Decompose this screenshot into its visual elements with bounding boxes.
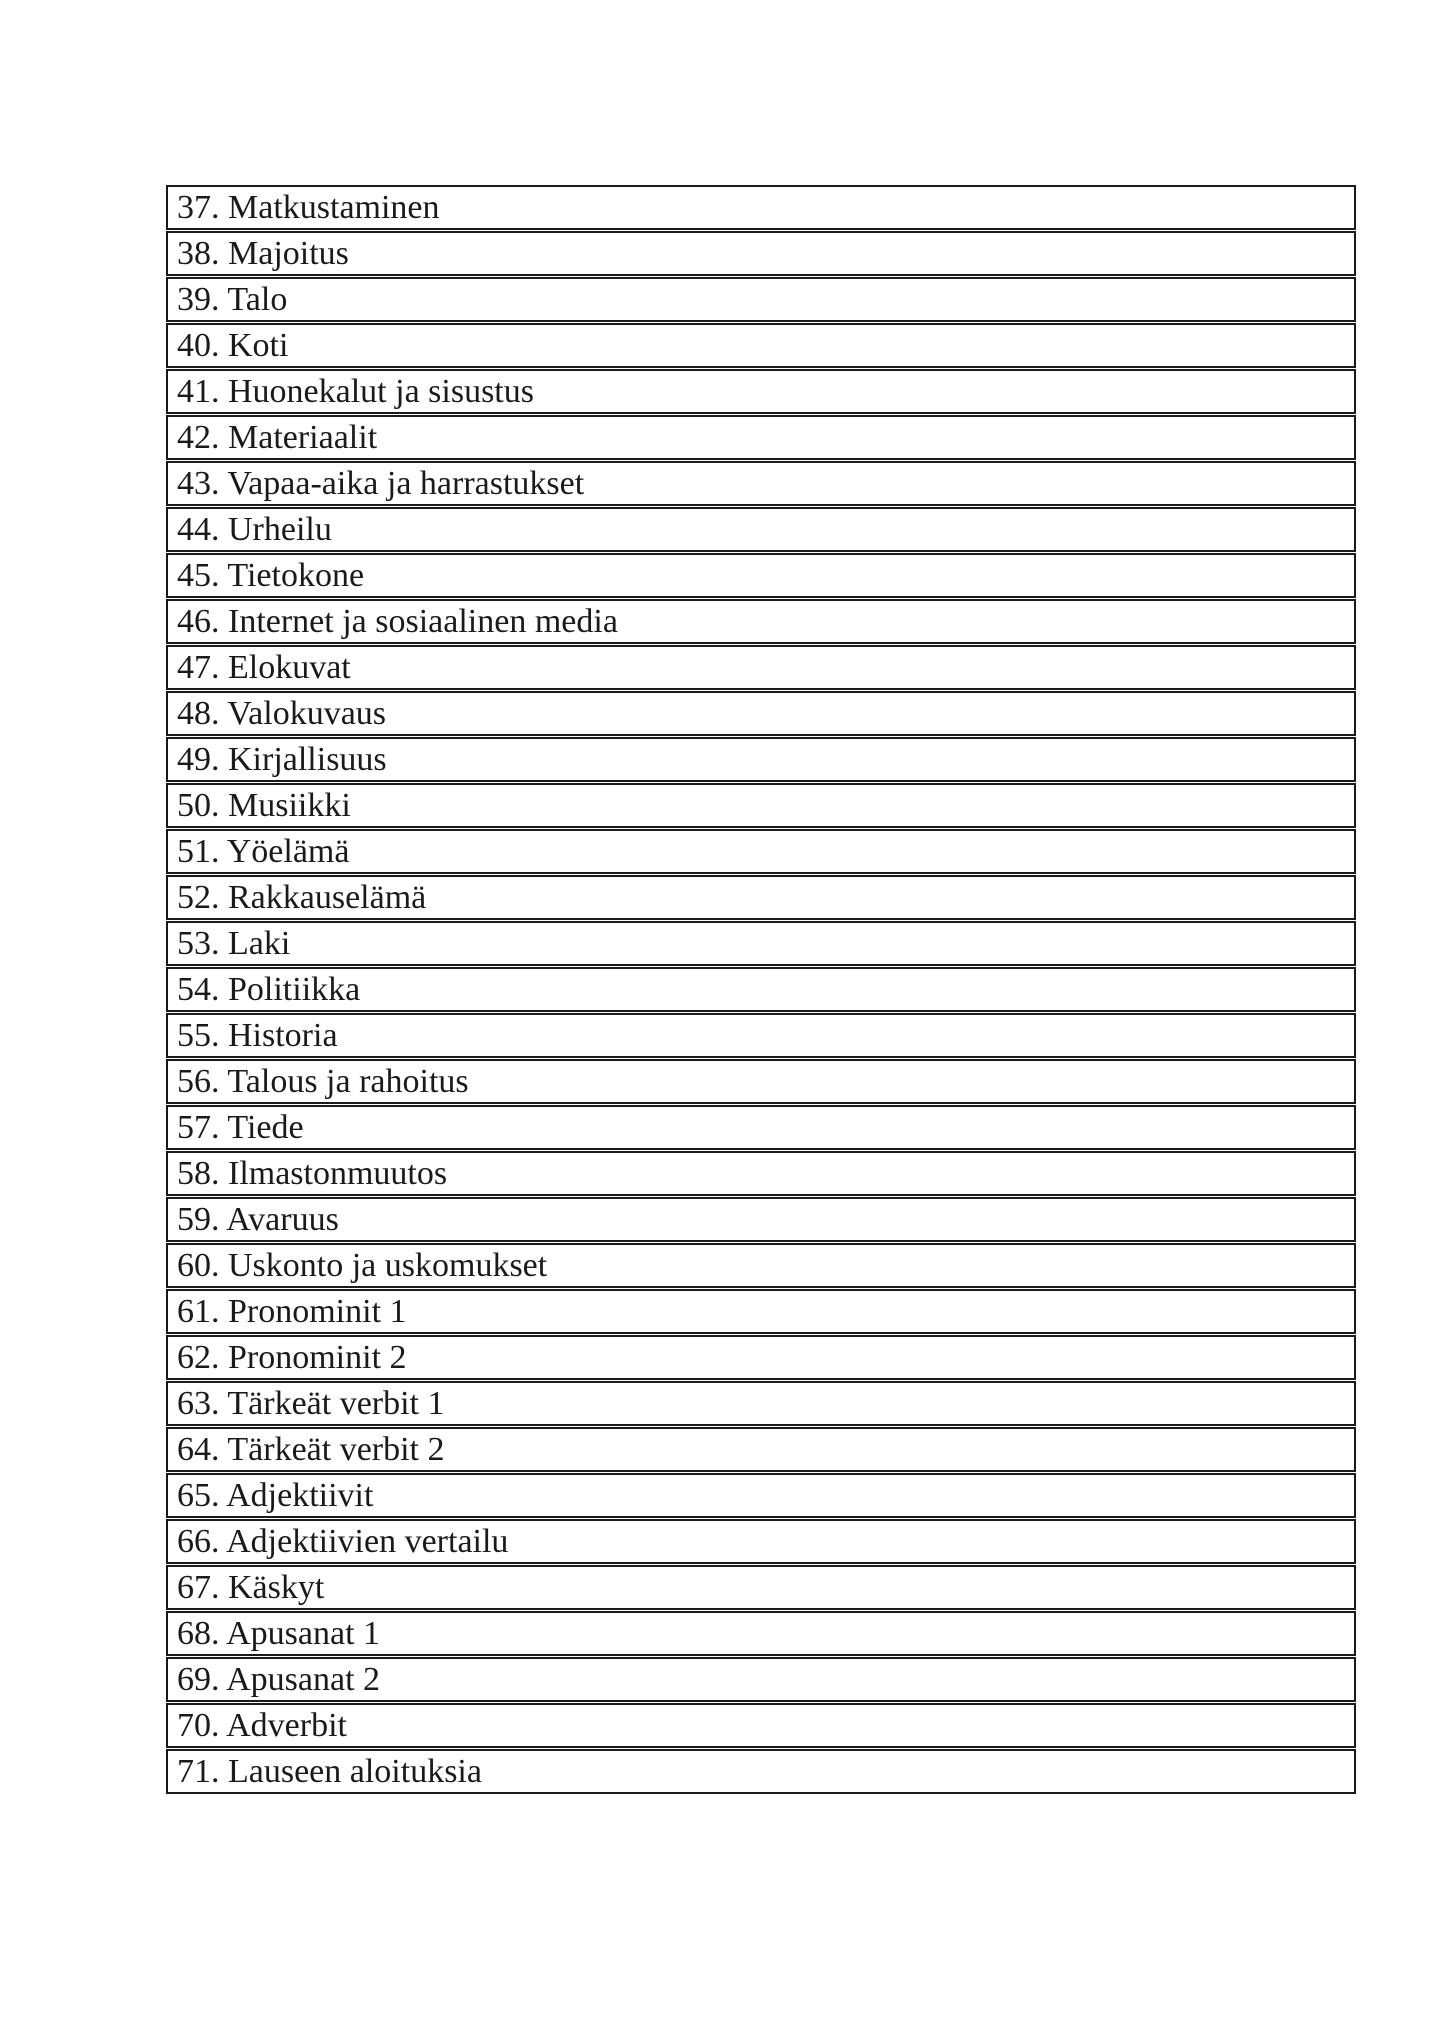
toc-row: 47. Elokuvat — [166, 645, 1356, 690]
toc-row: 38. Majoitus — [166, 231, 1356, 276]
toc-row: 70. Adverbit — [166, 1703, 1356, 1748]
toc-row: 61. Pronominit 1 — [166, 1289, 1356, 1334]
toc-row: 45. Tietokone — [166, 553, 1356, 598]
toc-row: 66. Adjektiivien vertailu — [166, 1519, 1356, 1564]
toc-row: 62. Pronominit 2 — [166, 1335, 1356, 1380]
toc-row: 71. Lauseen aloituksia — [166, 1749, 1356, 1794]
toc-row: 59. Avaruus — [166, 1197, 1356, 1242]
toc-row: 48. Valokuvaus — [166, 691, 1356, 736]
toc-row: 46. Internet ja sosiaalinen media — [166, 599, 1356, 644]
toc-row: 56. Talous ja rahoitus — [166, 1059, 1356, 1104]
toc-row: 52. Rakkauselämä — [166, 875, 1356, 920]
toc-row: 57. Tiede — [166, 1105, 1356, 1150]
toc-row: 44. Urheilu — [166, 507, 1356, 552]
toc-row: 60. Uskonto ja uskomukset — [166, 1243, 1356, 1288]
toc-row: 65. Adjektiivit — [166, 1473, 1356, 1518]
toc-row: 43. Vapaa-aika ja harrastukset — [166, 461, 1356, 506]
toc-table — [166, 185, 1356, 1795]
toc-row: 53. Laki — [166, 921, 1356, 966]
toc-row: 58. Ilmastonmuutos — [166, 1151, 1356, 1196]
toc-row: 67. Käskyt — [166, 1565, 1356, 1610]
toc-row: 64. Tärkeät verbit 2 — [166, 1427, 1356, 1472]
toc-row: 55. Historia — [166, 1013, 1356, 1058]
toc-row: 50. Musiikki — [166, 783, 1356, 828]
toc-row: 37. Matkustaminen — [166, 185, 1356, 230]
toc-row: 49. Kirjallisuus — [166, 737, 1356, 782]
toc-row: 68. Apusanat 1 — [166, 1611, 1356, 1656]
toc-row: 40. Koti — [166, 323, 1356, 368]
toc-row: 51. Yöelämä — [166, 829, 1356, 874]
toc-row: 42. Materiaalit — [166, 415, 1356, 460]
toc-row: 63. Tärkeät verbit 1 — [166, 1381, 1356, 1426]
toc-row: 39. Talo — [166, 277, 1356, 322]
toc-row: 41. Huonekalut ja sisustus — [166, 369, 1356, 414]
toc-row: 69. Apusanat 2 — [166, 1657, 1356, 1702]
toc-row: 54. Politiikka — [166, 967, 1356, 1012]
